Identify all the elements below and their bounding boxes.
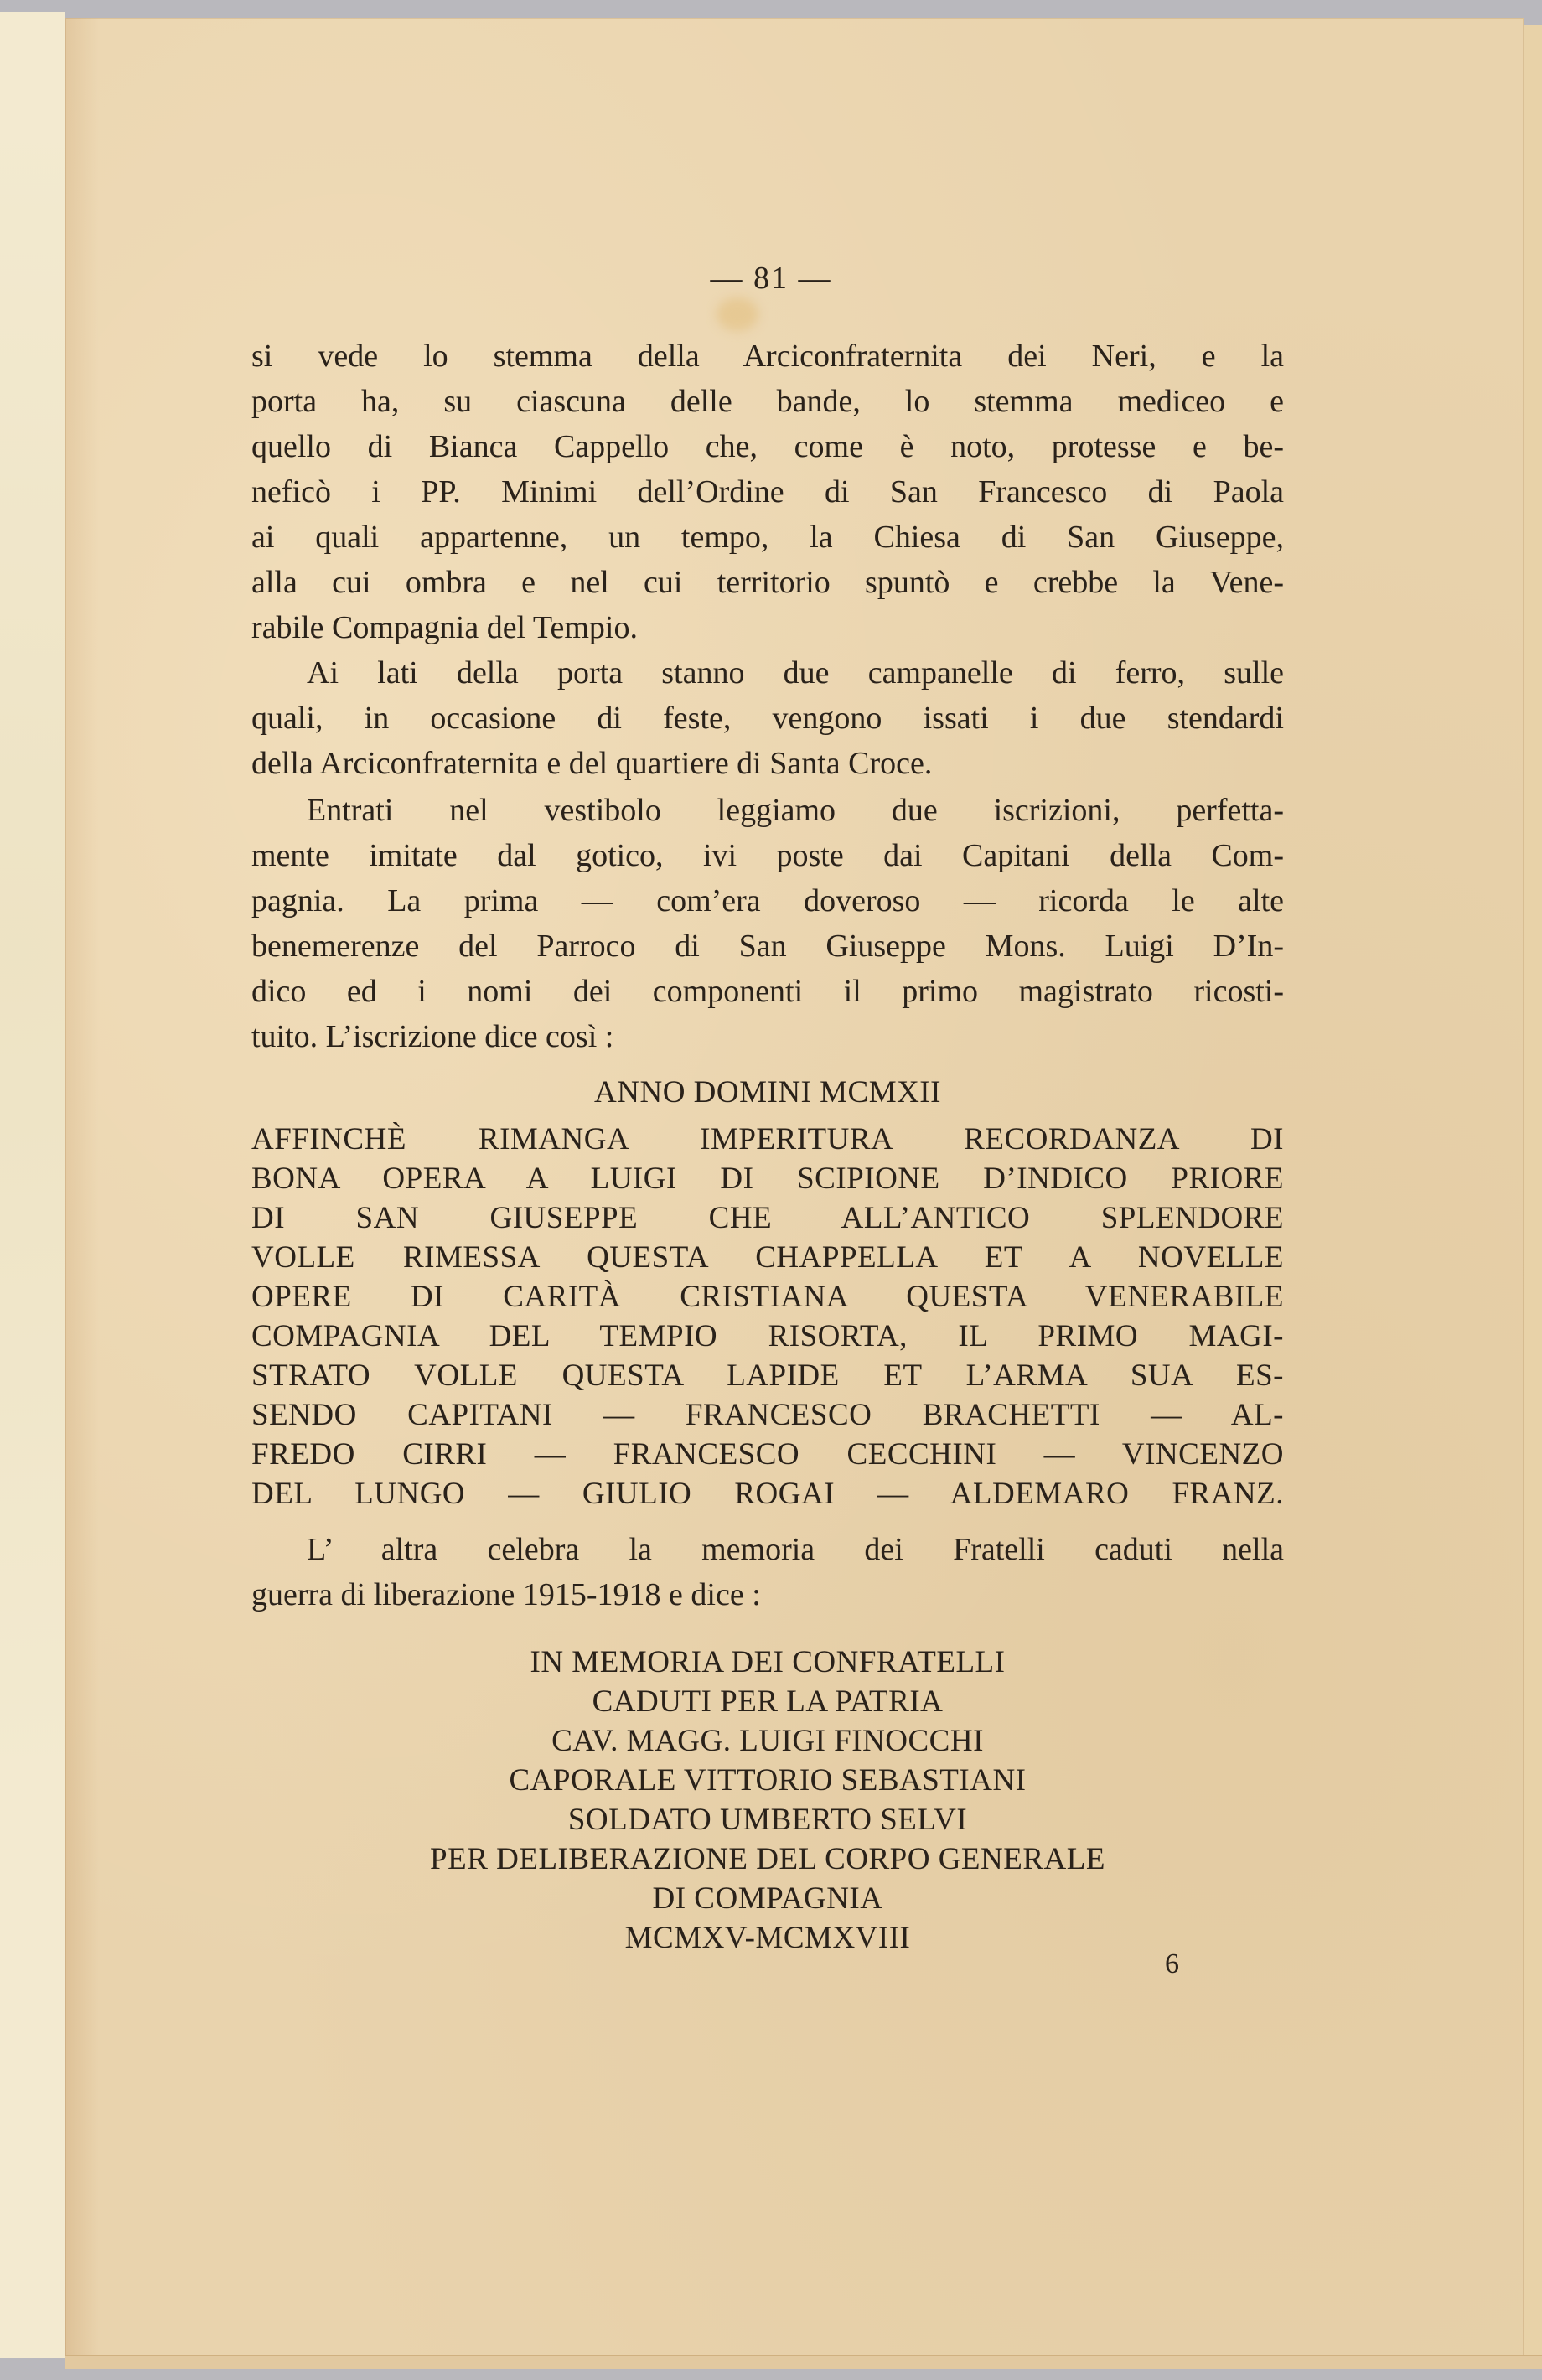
text-line: porta ha, su ciascuna delle bande, lo stemma mediceo e (251, 384, 1284, 419)
text-line: tuito. L’iscrizione dice così : (251, 1019, 614, 1054)
inscription-line: IN MEMORIA DEI CONFRATELLI (530, 1645, 1006, 1679)
inscription-line: CADUTI PER LA PATRIA (592, 1684, 944, 1719)
inscription-line: STRATO VOLLE QUESTA LAPIDE ET L’ARMA SUA ES- (251, 1358, 1284, 1393)
page-number: — 81 — (710, 261, 832, 296)
inscription-line: SENDO CAPITANI — FRANCESCO BRACHETTI — AL- (251, 1398, 1284, 1432)
paragraph-2 (251, 650, 1284, 786)
inscription-line: SOLDATO UMBERTO SELVI (567, 1803, 968, 1837)
paper-stain (717, 298, 758, 331)
inscription-line: DI SAN GIUSEPPE CHE ALL’ANTICO SPLENDORE (251, 1201, 1284, 1235)
text-line: mente imitate dal gotico, ivi poste dai Capitani della Com- (251, 838, 1284, 873)
inscription-1-heading (251, 1073, 1284, 1112)
text-line: della Arciconfraternita e del quartiere di Santa Croce. (251, 746, 933, 781)
text-line: pagnia. La prima — com’era doveroso — ricorda le alte (251, 883, 1284, 918)
inscription-line: PER DELIBERAZIONE DEL CORPO GENERALE (430, 1842, 1105, 1876)
text-line: L’ altra celebra la memoria dei Fratelli caduti nella (307, 1532, 1284, 1567)
text-line: neficò i PP. Minimi dell’Ordine di San Francesco di Paola (251, 474, 1284, 510)
inscription-line: DI COMPAGNIA (652, 1881, 883, 1916)
page-bottom-edge (65, 2355, 1542, 2369)
inscription-line: COMPAGNIA DEL TEMPIO RISORTA, IL PRIMO MAGI- (251, 1319, 1284, 1353)
text-line: quello di Bianca Cappello che, come è noto, protesse e be- (251, 429, 1284, 464)
text-line: ai quali appartenne, un tempo, la Chiesa di San Giuseppe, (251, 520, 1284, 555)
text-line: Ai lati della porta stanno due campanelle di ferro, sulle (307, 655, 1284, 691)
inscription-line: VOLLE RIMESSA QUESTA CHAPPELLA ET A NOVELLE (251, 1240, 1284, 1275)
inscription-line: AFFINCHÈ RIMANGA IMPERITURA RECORDANZA DI (251, 1122, 1284, 1156)
paragraph-3 (251, 788, 1284, 1059)
inscription-2 (251, 1643, 1284, 1958)
inscription-line: DEL LUNGO — GIULIO ROGAI — ALDEMARO FRANZ. (251, 1477, 1284, 1511)
signature-mark: 6 (1165, 1948, 1179, 1979)
text-line: alla cui ombra e nel cui territorio spuntò e crebbe la Vene- (251, 565, 1284, 600)
paragraph-1 (251, 334, 1284, 650)
page-fore-edge (1524, 25, 1542, 2363)
text-line: rabile Compagnia del Tempio. (251, 610, 638, 645)
inscription-line: FREDO CIRRI — FRANCESCO CECCHINI — VINCENZO (251, 1437, 1284, 1472)
text-line: si vede lo stemma della Arciconfraternita dei Neri, e la (251, 339, 1284, 374)
inscription-line: MCMXV-MCMXVIII (624, 1921, 911, 1955)
inscription-line: OPERE DI CARITÀ CRISTIANA QUESTA VENERABILE (251, 1280, 1284, 1314)
text-line: quali, in occasione di feste, vengono issati i due stendardi (251, 701, 1284, 736)
inscription-line: CAV. MAGG. LUIGI FINOCCHI (551, 1724, 984, 1758)
inscription-line: CAPORALE VITTORIO SEBASTIANI (509, 1763, 1027, 1798)
facing-page-edge (0, 12, 65, 2358)
text-line: guerra di liberazione 1915-1918 e dice : (251, 1577, 761, 1612)
inscription-line: BONA OPERA A LUIGI DI SCIPIONE D’INDICO PRIORE (251, 1162, 1284, 1196)
inscription-1 (251, 1120, 1284, 1513)
text-line: Entrati nel vestibolo leggiamo due iscrizioni, perfetta- (307, 793, 1284, 828)
paragraph-4 (251, 1527, 1284, 1617)
inscription-heading: ANNO DOMINI MCMXII (594, 1075, 941, 1110)
text-line: benemerenze del Parroco di San Giuseppe Mons. Luigi D’In- (251, 929, 1284, 964)
text-line: dico ed i nomi dei componenti il primo magistrato ricosti- (251, 974, 1284, 1009)
